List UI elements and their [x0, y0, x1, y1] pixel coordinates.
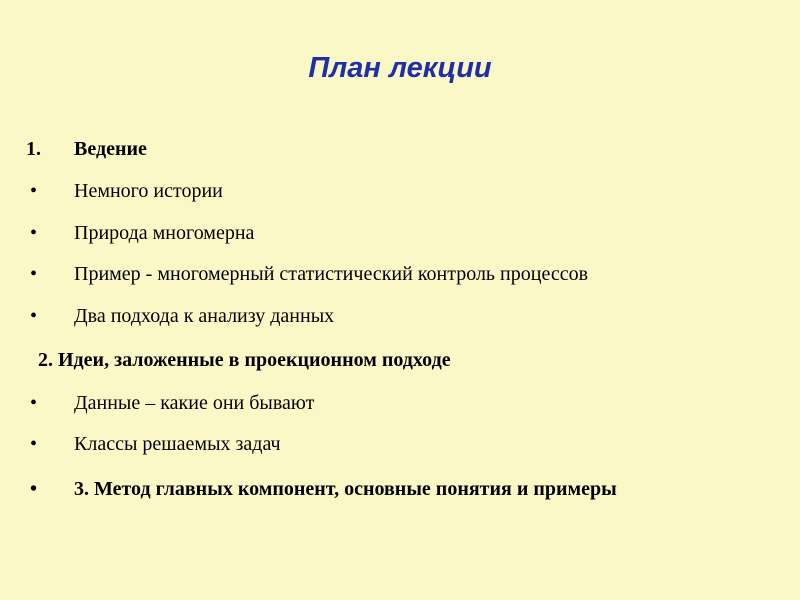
section3-text: 3. Метод главных компонент, основные понятия и примеры	[74, 478, 617, 500]
section1-heading: Ведение	[74, 138, 147, 160]
bullet-icon: •	[30, 222, 38, 244]
section2-heading: 2. Идеи, заложенные в проекционном подходе	[38, 349, 451, 371]
bullet-text: Природа многомерна	[74, 222, 255, 244]
bullet-icon: •	[30, 478, 38, 500]
bullet-icon: •	[30, 180, 38, 202]
bullet-icon: •	[30, 305, 38, 327]
bullet-text: Немного истории	[74, 180, 223, 202]
bullet-text: Два подхода к анализу данных	[74, 305, 335, 327]
slide-title: План лекции	[308, 52, 492, 84]
bullet-text: Данные – какие они бывают	[74, 392, 315, 414]
bullet-icon: •	[30, 433, 38, 455]
bullet-icon: •	[30, 263, 38, 285]
section1-number: 1.	[26, 138, 41, 160]
bullet-text: Классы решаемых задач	[74, 433, 281, 455]
bullet-icon: •	[30, 392, 38, 414]
bullet-text: Пример - многомерный статистический контроль процессов	[74, 263, 589, 285]
